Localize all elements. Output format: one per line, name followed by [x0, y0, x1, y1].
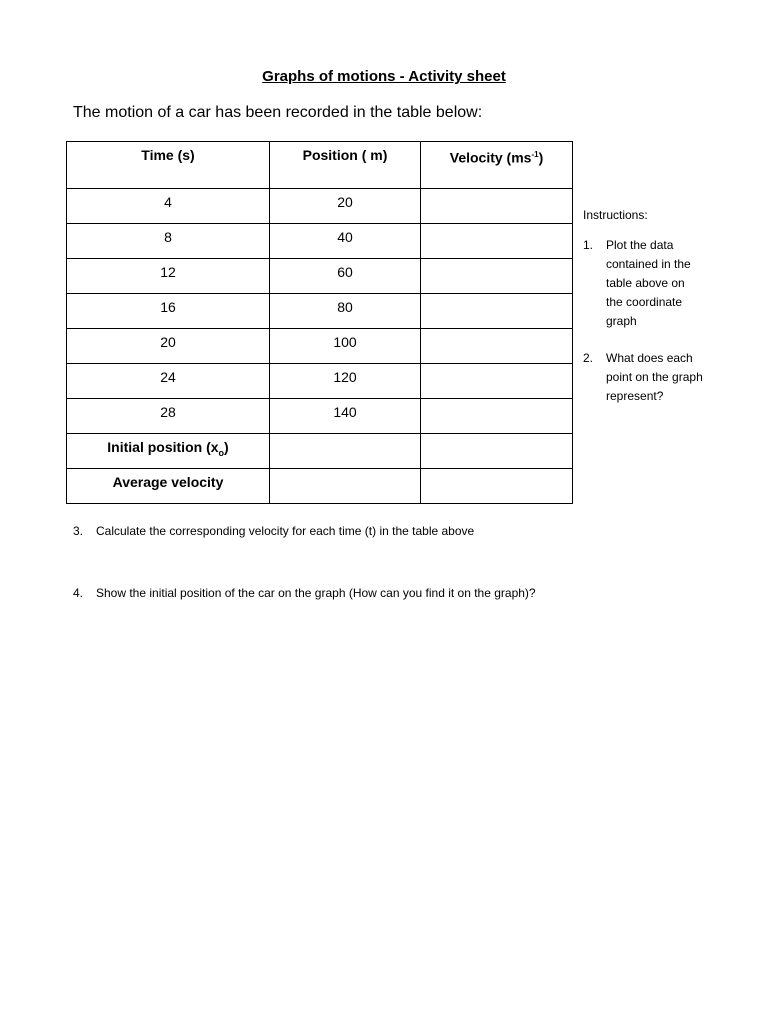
question-4 — [73, 586, 536, 600]
table-header-row — [67, 142, 573, 189]
motion-table — [66, 141, 573, 504]
question-3 — [73, 524, 474, 538]
header-velocity-close: ) — [538, 149, 544, 166]
header-velocity-text: Velocity (ms — [449, 149, 532, 166]
header-velocity-superscript: -1 — [531, 150, 539, 159]
header-velocity — [421, 142, 573, 189]
question-text: Show the initial position of the car on the graph (How can you find it on the graph)? — [96, 586, 536, 600]
initial-position-row — [67, 434, 573, 469]
position-cell: 60 — [270, 259, 421, 294]
time-cell: 4 — [67, 189, 270, 224]
page-title: Graphs of motions - Activity sheet — [262, 68, 506, 85]
table-row — [67, 399, 573, 434]
instruction-text: What does each point on the graph represent? — [606, 351, 703, 403]
position-cell: 140 — [270, 399, 421, 434]
instructions-heading: Instructions: — [583, 208, 648, 222]
table-row — [67, 224, 573, 259]
question-text: Calculate the corresponding velocity for each time (t) in the table above — [96, 524, 475, 538]
position-cell: 80 — [270, 294, 421, 329]
initial-position-label — [67, 434, 270, 469]
header-time: Time (s) — [67, 142, 270, 189]
instructions-panel — [583, 206, 703, 424]
velocity-cell[interactable] — [421, 294, 573, 329]
instruction-number: 1. — [583, 238, 594, 252]
time-cell: 16 — [67, 294, 270, 329]
time-cell: 24 — [67, 364, 270, 399]
instruction-number: 2. — [583, 351, 594, 365]
position-cell: 100 — [270, 329, 421, 364]
initial-position-subscript: o — [218, 447, 225, 458]
intro-text: The motion of a car has been recorded in the table below: — [73, 104, 483, 121]
velocity-cell[interactable] — [421, 399, 573, 434]
position-cell: 40 — [270, 224, 421, 259]
time-cell: 28 — [67, 399, 270, 434]
average-velocity-cell[interactable] — [270, 469, 421, 504]
initial-position-text: Initial position (x — [107, 439, 219, 455]
initial-position-close: ) — [224, 439, 229, 455]
time-cell: 12 — [67, 259, 270, 294]
time-cell: 8 — [67, 224, 270, 259]
initial-position-cell[interactable] — [270, 434, 421, 469]
table-row — [67, 259, 573, 294]
instruction-item — [583, 349, 703, 406]
table-row — [67, 329, 573, 364]
average-velocity-cell-2[interactable] — [421, 469, 573, 504]
table-row — [67, 294, 573, 329]
average-velocity-label: Average velocity — [67, 469, 270, 504]
question-number: 4. — [73, 586, 84, 600]
initial-position-cell-2[interactable] — [421, 434, 573, 469]
average-velocity-row — [67, 469, 573, 504]
header-position: Position ( m) — [270, 142, 421, 189]
instruction-item — [583, 236, 703, 331]
question-number: 3. — [73, 524, 84, 538]
table-row — [67, 189, 573, 224]
velocity-cell[interactable] — [421, 224, 573, 259]
velocity-cell[interactable] — [421, 259, 573, 294]
instruction-text: Plot the data contained in the table above on the coordinate graph — [606, 238, 691, 328]
velocity-cell[interactable] — [421, 364, 573, 399]
position-cell: 20 — [270, 189, 421, 224]
time-cell: 20 — [67, 329, 270, 364]
instructions-list — [583, 236, 703, 406]
table-row — [67, 364, 573, 399]
position-cell: 120 — [270, 364, 421, 399]
velocity-cell[interactable] — [421, 189, 573, 224]
velocity-cell[interactable] — [421, 329, 573, 364]
